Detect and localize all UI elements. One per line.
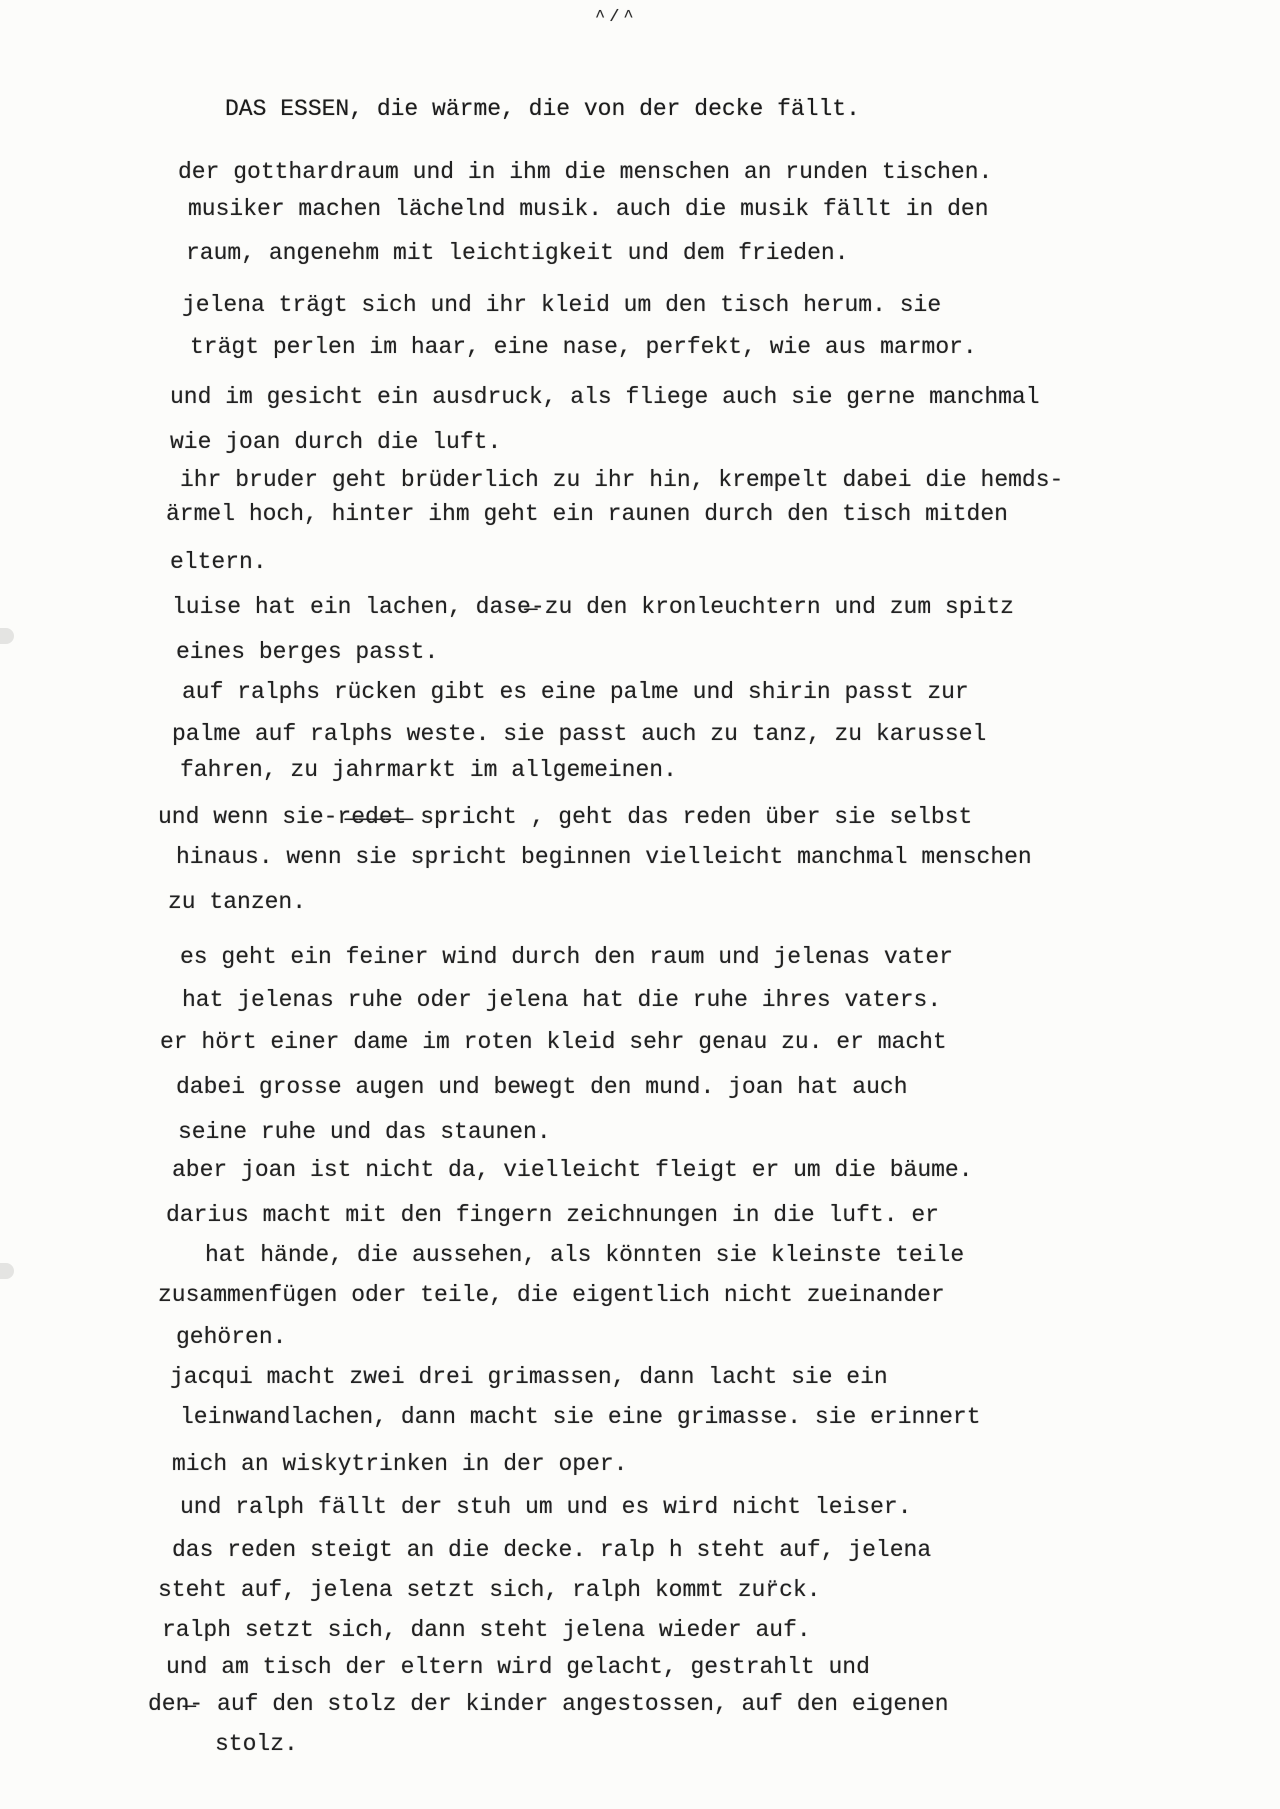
text-line: und wenn sie-r̶e̶d̶e̶t̶ spricht , geht das reden über sie selbst [158,804,973,830]
text-line: jelena trägt sich und ihr kleid um den tisch herum. sie [182,292,942,318]
text-line: fahren, zu jahrmarkt im allgemeinen. [180,757,677,783]
text-line: der gotthardraum und in ihm die menschen an runden tischen. [178,159,993,185]
text-line: und ralph fällt der stuh um und es wird nicht leiser. [180,1494,912,1520]
text-line: das reden steigt an die decke. ralp h steht auf, jelena [172,1537,932,1563]
text-line: und im gesicht ein ausdruck, als fliege auch sie gerne manchmal [170,384,1040,410]
text-line: eines berges passt. [176,639,439,665]
text-line: luise hat ein lachen, dase̶-zu den kronleuchtern und zum spitz [172,594,1014,620]
text-line: jacqui macht zwei drei grimassen, dann lacht sie ein [170,1364,888,1390]
text-line: ihr bruder geht brüderlich zu ihr hin, krempelt dabei die hemds- [180,467,1064,493]
text-line: er hört einer dame im roten kleid sehr genau zu. er macht [160,1029,947,1055]
text-line: hinaus. wenn sie spricht beginnen vielleicht manchmal menschen [176,844,1032,870]
text-line: dabei grosse augen und bewegt den mund. joan hat auch [176,1074,908,1100]
text-line: zusammenfügen oder teile, die eigentlich nicht zueinander [158,1282,945,1308]
text-line: seine ruhe und das staunen. [178,1119,551,1145]
text-line: es geht ein feiner wind durch den raum und jelenas vater [180,944,953,970]
text-line: ralph setzt sich, dann steht jelena wieder auf. [162,1617,811,1643]
text-line: eltern. [170,549,267,575]
text-line: aber joan ist nicht da, vielleicht fleigt er um die bäume. [172,1157,973,1183]
text-line: palme auf ralphs weste. sie passt auch zu tanz, zu karussel [172,721,987,747]
text-line: gehören. [176,1324,287,1350]
text-line: hat hände, die aussehen, als könnten sie kleinste teile [205,1242,965,1268]
text-line: zu tanzen. [168,889,307,915]
text-line: steht auf, jelena setzt sich, ralph kommt zur̈ck. [158,1577,821,1603]
text-line: mich an wiskytrinken in der oper. [172,1451,628,1477]
text-line: raum, angenehm mit leichtigkeit und dem frieden. [186,240,849,266]
text-line: stolz. [215,1731,298,1757]
document-title: DAS ESSEN, die wärme, die von der decke fällt. [225,96,860,122]
text-line: auf ralphs rücken gibt es eine palme und shirin passt zur [182,679,969,705]
text-line: leinwandlachen, dann macht sie eine grimasse. sie erinnert [180,1404,981,1430]
text-line: ärmel hoch, hinter ihm geht ein raunen durch den tisch mitden [166,501,1008,527]
text-line: und am tisch der eltern wird gelacht, gestrahlt und [166,1654,870,1680]
text-line: darius macht mit den fingern zeichnungen in die luft. er [166,1202,939,1228]
text-line: trägt perlen im haar, eine nase, perfekt, wie aus marmor. [190,334,977,360]
scan-artifact [0,628,14,644]
text-line: hat jelenas ruhe oder jelena hat die ruhe ihres vaters. [182,987,942,1013]
scan-artifact [0,1263,14,1279]
page-number-marker: ^/^ [595,8,638,27]
text-line: wie joan durch die luft. [170,429,502,455]
text-line: musiker machen lächelnd musik. auch die musik fällt in den [188,196,989,222]
text-line: den̶- auf den stolz der kinder angestossen, auf den eigenen [148,1691,949,1717]
